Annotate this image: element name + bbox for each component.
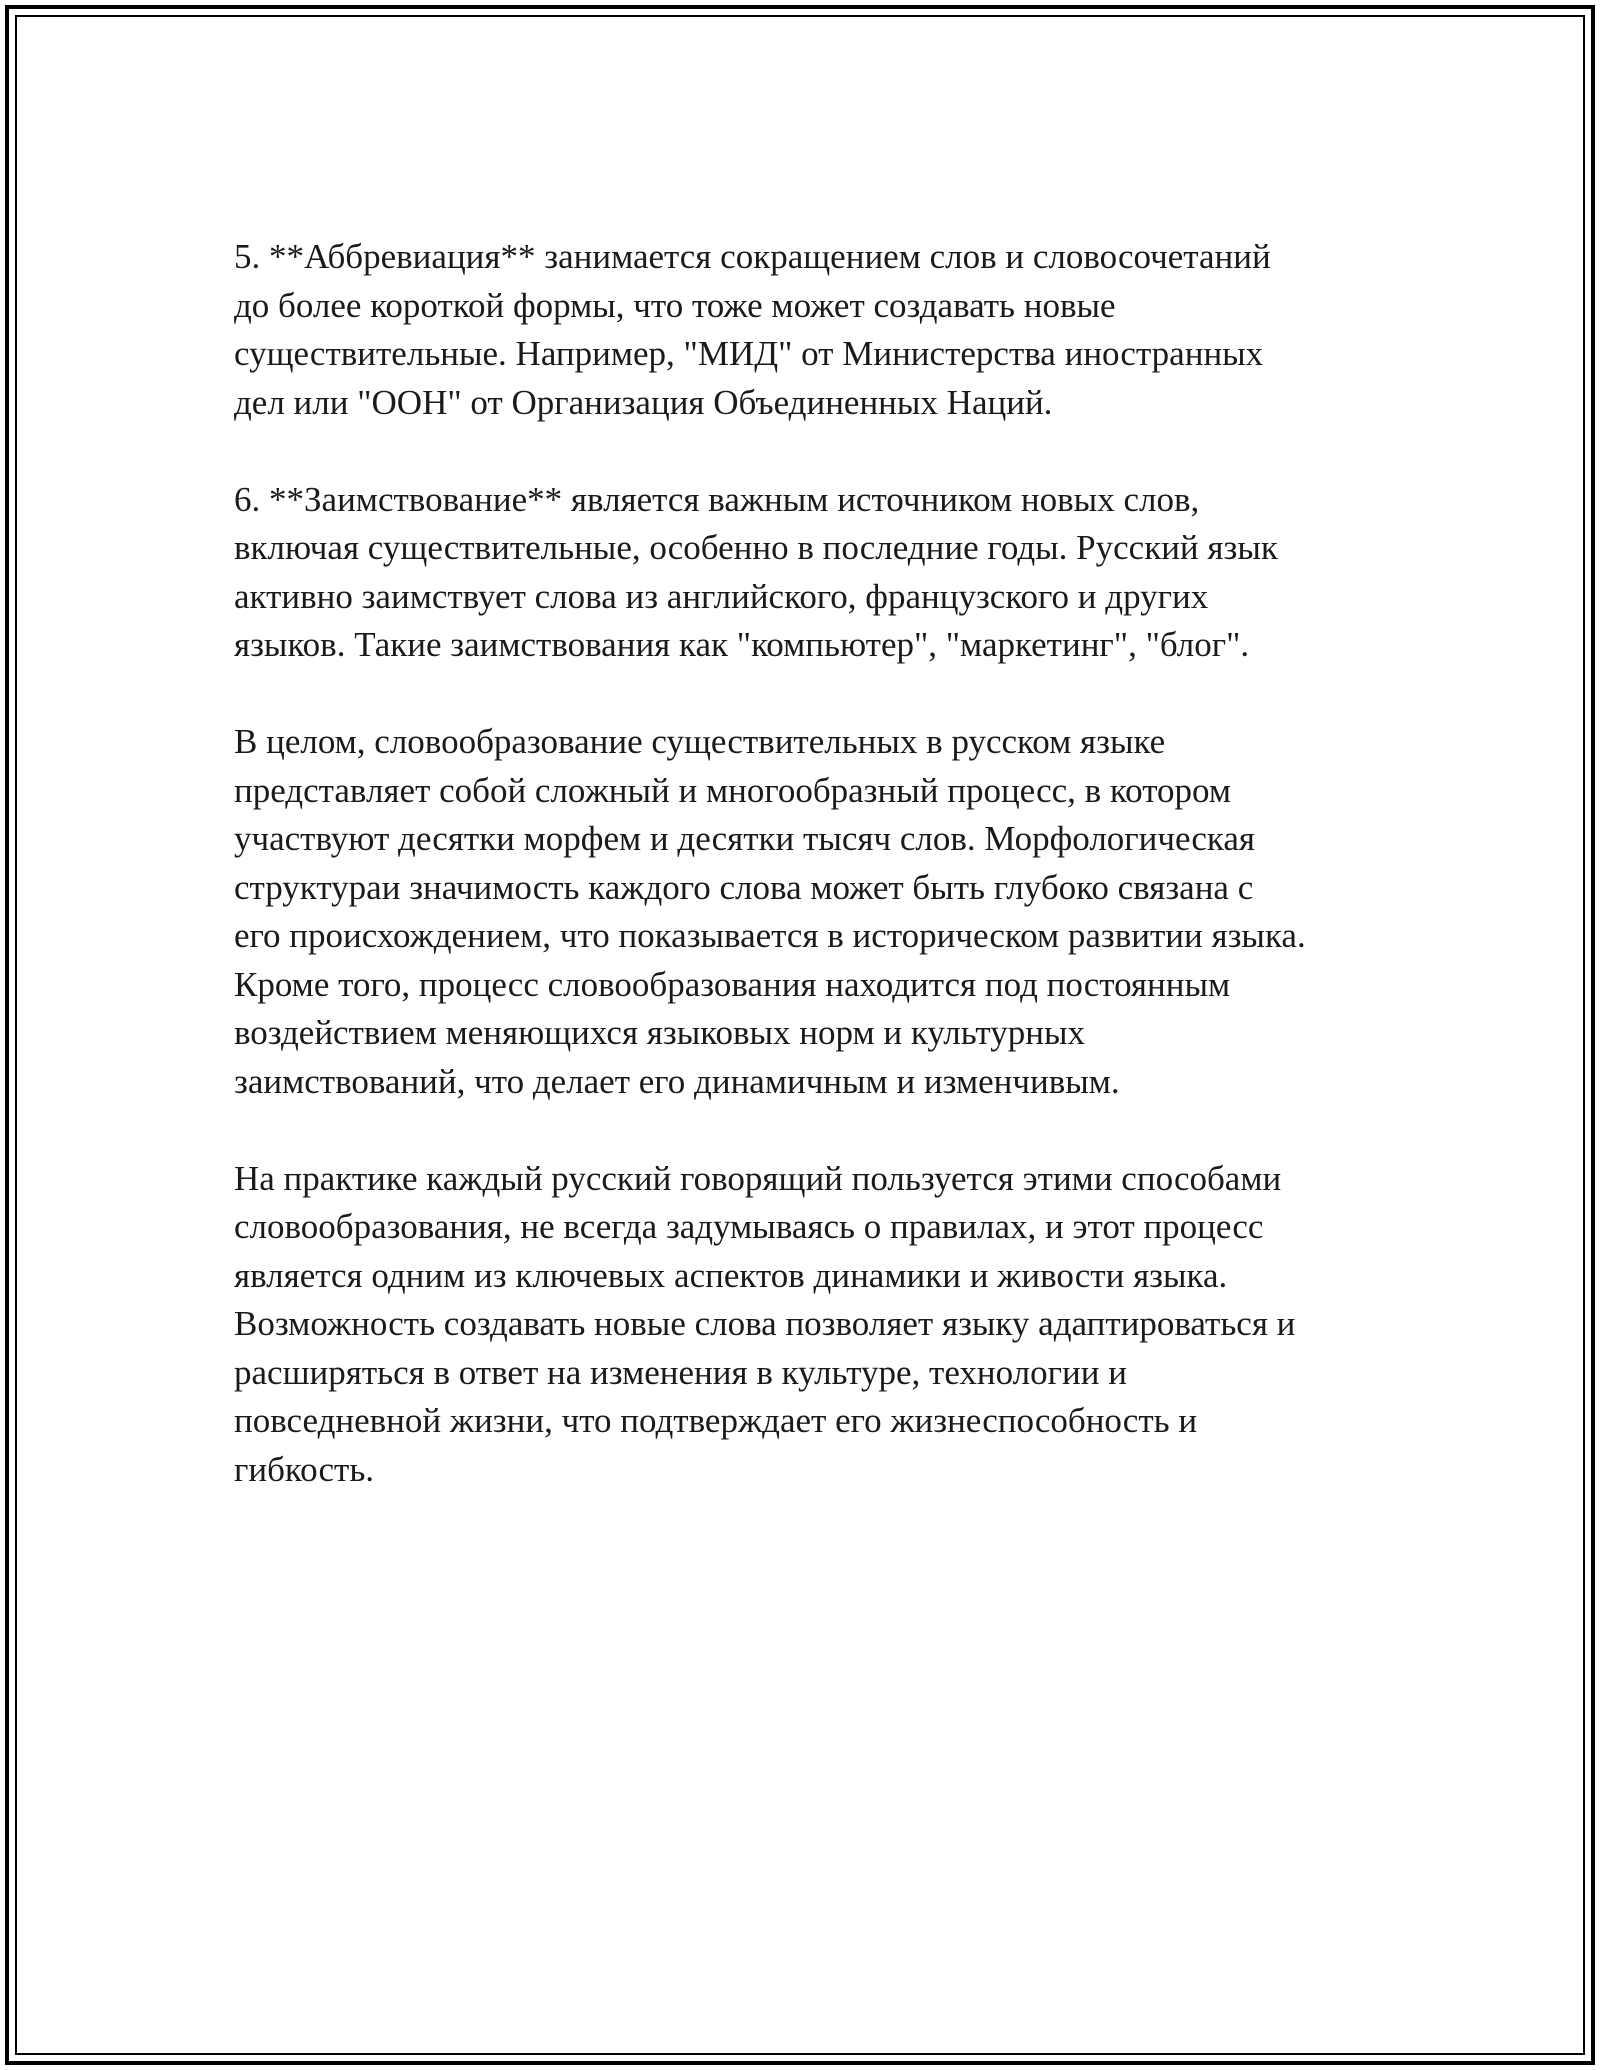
text-line: В целом, словообразование существительных в русском языке [234, 722, 1166, 761]
text-line: словообразования, не всегда задумываясь о правилах, и этот процесс [234, 1207, 1264, 1246]
text-line: повседневной жизни, что подтверждает его жизнеспособность и [234, 1401, 1198, 1440]
text-line: гибкость. [234, 1449, 375, 1489]
text-line: языков. Такие заимствования как "компьютер", "маркетинг", "блог". [234, 625, 1250, 664]
text-line: включая существительные, особенно в последние годы. Русский язык [234, 528, 1278, 567]
paragraph-abbreviation [234, 233, 1384, 427]
text-line: активно заимствует слова из английского, французского и других [234, 576, 1209, 616]
text-line: расширяться в ответ на изменения в культуре, технологии и [234, 1352, 1127, 1392]
text-line: дел или "ООН" от Организация Объединенных Наций. [234, 382, 1053, 422]
text-line: структураи значимость каждого слова может быть глубоко связана с [234, 867, 1254, 907]
paragraph-summary [234, 718, 1384, 1106]
text-line: его происхождением, что показывается в историческом развитии языка. [234, 916, 1306, 955]
document-body [234, 233, 1384, 1543]
text-line: 6. **Заимствование** является важным источником новых слов, [234, 479, 1200, 519]
text-line: участвуют десятки морфем и десятки тысяч слов. Морфологическая [234, 819, 1256, 858]
text-line: Кроме того, процесс словообразования находится под постоянным [234, 964, 1231, 1004]
text-line: 5. **Аббревиация** занимается сокращением слов и словосочетаний [234, 237, 1271, 276]
paragraph-practice [234, 1155, 1384, 1495]
text-line: является одним из ключевых аспектов динамики и живости языка. [234, 1255, 1228, 1295]
text-line: существительные. Например, "МИД" от Министерства иностранных [234, 334, 1264, 373]
text-line: Возможность создавать новые слова позволяет языку адаптироваться и [234, 1304, 1296, 1343]
text-line: воздействием меняющихся языковых норм и культурных [234, 1013, 1085, 1052]
text-line: представляет собой сложный и многообразный процесс, в котором [234, 770, 1232, 810]
paragraph-borrowing [234, 476, 1384, 670]
text-line: заимствований, что делает его динамичным и изменчивым. [234, 1061, 1120, 1101]
text-line: На практике каждый русский говорящий пользуется этими способами [234, 1158, 1282, 1198]
text-line: до более короткой формы, что тоже может создавать новые [234, 285, 1116, 325]
